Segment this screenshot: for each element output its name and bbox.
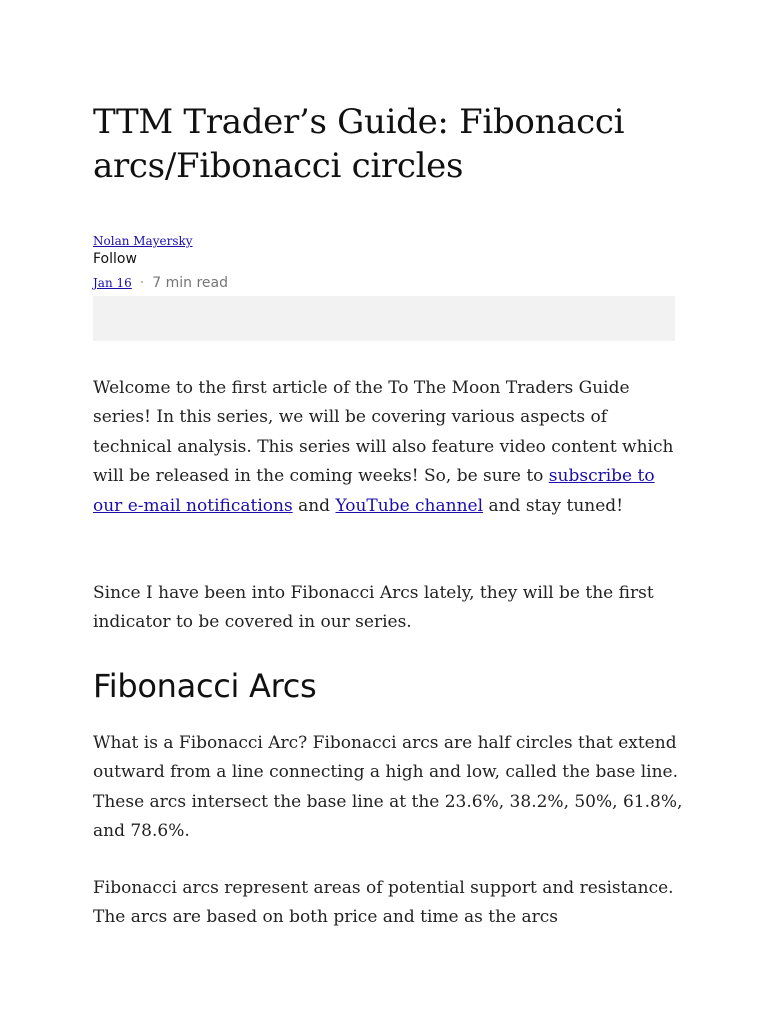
intro-text-3: and stay tuned! <box>483 495 624 516</box>
intro-paragraph <box>93 374 683 521</box>
article-title: TTM Trader’s Guide: Fibonacci arcs/Fibonacci circles <box>93 102 625 186</box>
image-placeholder <box>93 296 675 341</box>
section-heading: Fibonacci Arcs <box>93 667 317 705</box>
youtube-channel-link[interactable]: YouTube channel <box>335 495 484 516</box>
paragraph-support-resistance: Fibonacci arcs represent areas of potential support and resistance. The arcs are based on both price and time as the arcs <box>93 878 674 928</box>
paragraph-definition: What is a Fibonacci Arc? Fibonacci arcs are half circles that extend outward from a line connecting a high and low, called the base line. These arcs intersect the base line at the 23.6%, 38.2%, 50%, 61.8%, and 78.6%. <box>93 733 683 842</box>
follow-button[interactable]: Follow <box>93 251 137 267</box>
intro-text-1: Welcome to the first article of the To The Moon Traders Guide series! In this series, we will be covering various aspects of technical analysis. This series will also feature video content which will be released in the coming weeks! So, be sure to <box>93 378 674 487</box>
publish-date-link[interactable]: Jan 16 <box>93 276 132 290</box>
subscribe-link[interactable]: subscribe to our e-mail notifications <box>93 466 655 516</box>
author-link[interactable]: Nolan Mayersky <box>93 234 193 248</box>
read-time: 7 min read <box>152 275 228 291</box>
paragraph-fibonacci-intro: Since I have been into Fibonacci Arcs lately, they will be the first indicator to be covered in our series. <box>93 583 654 633</box>
meta-separator: · <box>139 275 145 291</box>
article-meta <box>93 274 228 292</box>
intro-text-2: and <box>292 495 336 516</box>
